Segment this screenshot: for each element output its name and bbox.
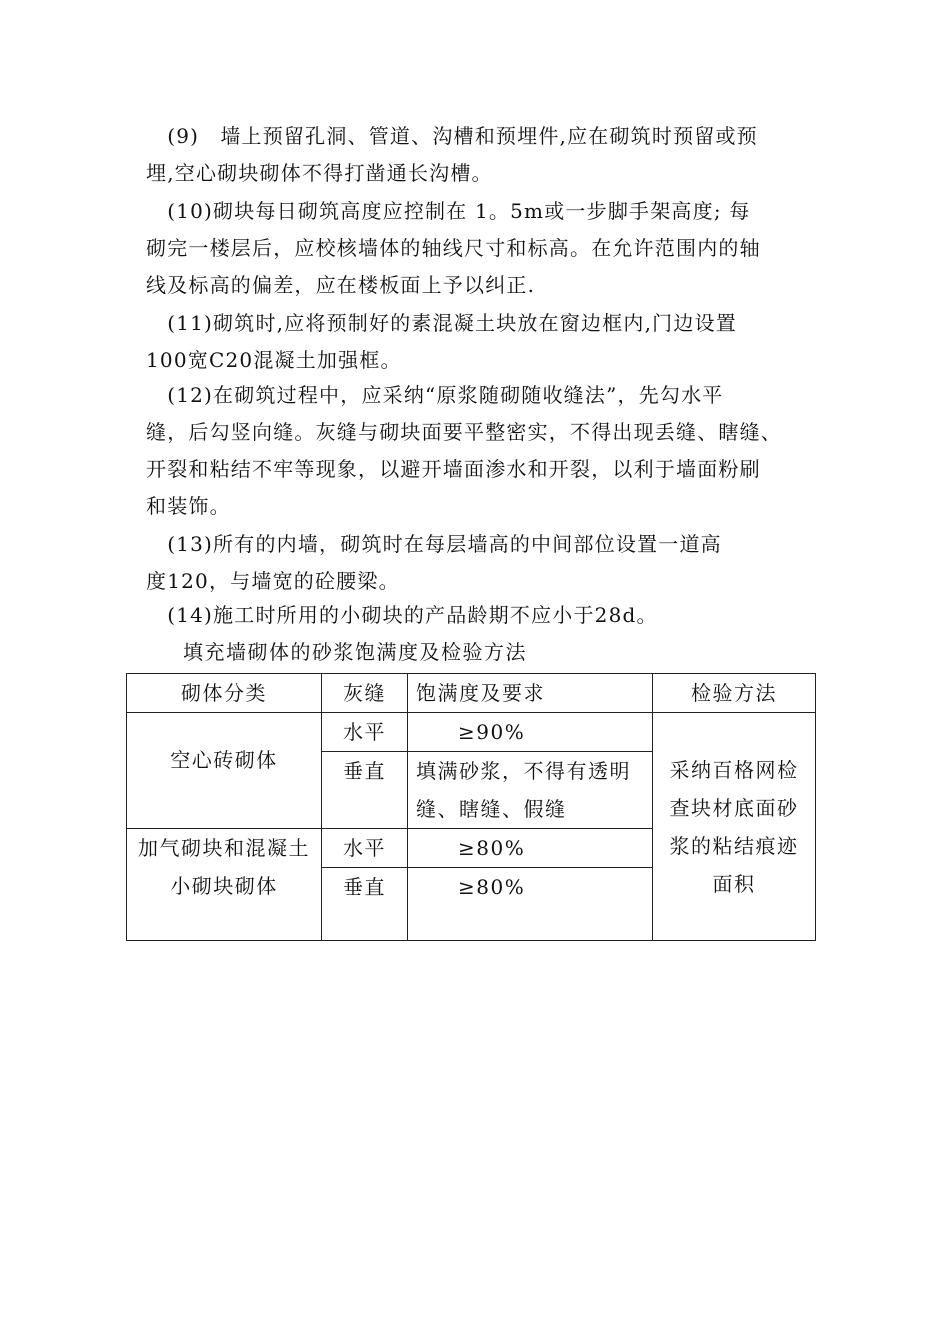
joint-cell: 水平 <box>322 713 408 752</box>
text-line: 砌完一楼层后，应校核墙体的轴线尺寸和标高。在允许范围内的轴 <box>146 236 761 260</box>
paragraph-9 <box>146 118 806 192</box>
paragraph-10 <box>146 193 806 304</box>
table-caption: 填充墙砌体的砂浆饱满度及检验方法 <box>183 640 527 664</box>
text-line: (14)施工时所用的小砌块的产品龄期不应小于28d。 <box>146 603 658 627</box>
paragraph-12 <box>146 377 806 525</box>
joint-cell: 水平 <box>322 829 408 868</box>
text-line: (11)砌筑时,应将预制好的素混凝土块放在窗边框内,门边设置 <box>146 311 737 335</box>
text-line: 开裂和粘结不牢等现象，以避开墙面渗水和开裂，以利于墙面粉刷 <box>146 457 761 481</box>
header-requirement: 饱满度及要求 <box>408 674 653 713</box>
mortar-fullness-table <box>126 673 816 941</box>
paragraph-13 <box>146 526 806 600</box>
table-header-row <box>127 674 816 713</box>
masonry-type-aerated-block: 加气砌块和混凝土小砌块砌体 <box>127 829 322 941</box>
joint-cell: 垂直 <box>322 868 408 941</box>
text-line: (9) 墙上预留孔洞、管道、沟槽和预埋件,应在砌筑时预留或预 <box>146 124 758 148</box>
requirement-cell: ≥80% <box>408 829 653 868</box>
text-line: 埋,空心砌块砌体不得打凿通长沟槽。 <box>146 161 493 185</box>
header-method: 检验方法 <box>653 674 816 713</box>
inspection-method-cell: 采纳百格网检查块材底面砂浆的粘结痕迹面积 <box>653 713 816 941</box>
masonry-type-hollow-brick: 空心砖砌体 <box>127 713 322 829</box>
text-line: 缝，后勾竖向缝。灰缝与砌块面要平整密实，不得出现丢缝、瞎缝、 <box>146 420 782 444</box>
text-line: 线及标高的偏差，应在楼板面上予以纠正. <box>146 273 536 297</box>
text-line: (10)砌块每日砌筑高度应控制在 1。5m或一步脚手架高度; 每 <box>146 199 751 223</box>
text-line: (12)在砌筑过程中，应采纳“原浆随砌随收缝法”，先勾水平 <box>146 383 724 407</box>
text-line: 和装饰。 <box>146 494 231 518</box>
requirement-cell: 填满砂浆，不得有透明缝、瞎缝、假缝 <box>408 752 653 829</box>
text-line: 度120，与墙宽的砼腰梁。 <box>146 569 400 593</box>
paragraph-11 <box>146 305 806 379</box>
header-joint: 灰缝 <box>322 674 408 713</box>
requirement-cell: ≥90% <box>408 713 653 752</box>
table-row <box>127 713 816 752</box>
text-line: (13)所有的内墙，砌筑时在每层墙高的中间部位设置一道高 <box>146 532 722 556</box>
requirement-cell: ≥80% <box>408 868 653 941</box>
header-masonry-type: 砌体分类 <box>127 674 322 713</box>
paragraph-14 <box>146 597 806 634</box>
joint-cell: 垂直 <box>322 752 408 829</box>
text-line: 100宽C20混凝土加强框。 <box>146 348 402 372</box>
